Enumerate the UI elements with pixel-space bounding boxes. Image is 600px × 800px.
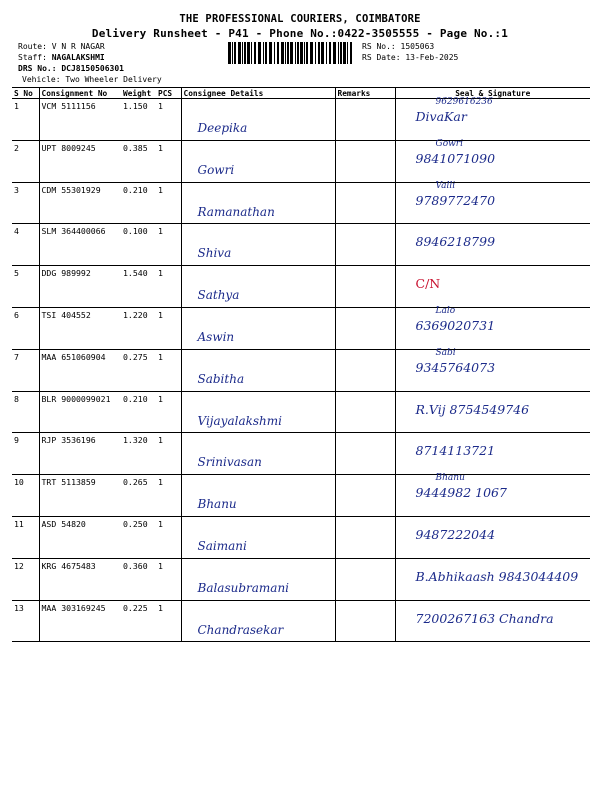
vehicle-label: Vehicle: Two Wheeler Delivery: [22, 75, 162, 84]
table-row: [12, 433, 590, 475]
cell-consignee: [181, 140, 335, 182]
cell-consignee: [181, 600, 335, 642]
handwritten-consignee: Sathya: [197, 288, 240, 303]
handwritten-signature-note: Sabi: [435, 347, 456, 358]
handwritten-consignee: Vijayalakshmi: [197, 413, 282, 428]
barcode-bar: [333, 42, 336, 64]
cell-sno: 4: [12, 224, 39, 266]
barcode-bar: [343, 42, 346, 64]
cell-consignment-no: BLR 9000099021: [39, 391, 121, 433]
cell-remarks: [335, 307, 395, 349]
staff-name: NAGALAKSHMI: [51, 53, 105, 62]
cell-remarks: [335, 600, 395, 642]
cell-consignee: [181, 99, 335, 141]
cell-consignee: [181, 433, 335, 475]
barcode-bar: [274, 42, 275, 64]
barcode-bar: [251, 42, 252, 64]
cell-sno: 7: [12, 349, 39, 391]
cell-weight: 0.210: [121, 182, 156, 224]
cell-weight: 0.250: [121, 516, 156, 558]
cell-signature: [395, 224, 590, 266]
barcode-bar: [318, 42, 320, 64]
staff-label: Staff:: [18, 53, 52, 62]
cell-consignment-no: KRG 4675483: [39, 558, 121, 600]
barcode-bar: [326, 42, 327, 64]
cell-sno: 9: [12, 433, 39, 475]
barcode-bar: [269, 42, 272, 64]
cell-sno: 5: [12, 266, 39, 308]
rs-number: RS No.: 1505063: [362, 42, 435, 51]
table-row: [12, 266, 590, 308]
barcode-bar: [242, 42, 243, 64]
staff-row: [18, 53, 105, 62]
cell-pcs: 1: [156, 558, 181, 600]
barcode-bar: [350, 42, 352, 64]
barcode-bar: [244, 42, 246, 64]
table-header-row: [12, 88, 590, 99]
cell-weight: 0.360: [121, 558, 156, 600]
cell-remarks: [335, 182, 395, 224]
handwritten-signature-note: Lalo: [435, 305, 456, 316]
col-header-consignee: Consignee Details: [181, 88, 335, 99]
table-row: [12, 307, 590, 349]
cell-consignee: [181, 516, 335, 558]
rs-date: RS Date: 13-Feb-2025: [362, 53, 459, 62]
col-header-weight: Weight: [121, 88, 156, 99]
handwritten-consignee: Ramanathan: [197, 204, 275, 219]
barcode-bar: [238, 42, 241, 64]
cell-sno: 3: [12, 182, 39, 224]
barcode-bar: [297, 42, 299, 64]
barcode-bar: [347, 42, 348, 64]
handwritten-consignee: Chandrasekar: [197, 622, 284, 637]
handwritten-signature: 7200267163 Chandra: [415, 610, 554, 626]
cell-pcs: 1: [156, 349, 181, 391]
cell-remarks: [335, 558, 395, 600]
cell-pcs: 1: [156, 140, 181, 182]
cell-pcs: 1: [156, 224, 181, 266]
cell-sno: 13: [12, 600, 39, 642]
handwritten-signature: 9345764073: [415, 359, 496, 375]
drs-number: DRS No.: DCJ8150506301: [18, 64, 124, 73]
col-header-sno: S No: [12, 88, 39, 99]
handwritten-signature-note: Bhanu: [435, 473, 465, 484]
barcode-bar: [277, 42, 279, 64]
cell-signature: [395, 475, 590, 517]
cell-consignment-no: SLM 364400066: [39, 224, 121, 266]
handwritten-consignee: Srinivasan: [197, 455, 262, 470]
barcode-bar: [247, 42, 250, 64]
cell-pcs: 1: [156, 433, 181, 475]
barcode-bar: [263, 42, 264, 64]
cell-consignee: [181, 475, 335, 517]
cell-sno: 11: [12, 516, 39, 558]
cell-pcs: 1: [156, 307, 181, 349]
runsheet-table: [12, 87, 590, 642]
cell-consignment-no: ASD 54820: [39, 516, 121, 558]
handwritten-consignee: Balasubramani: [197, 580, 290, 595]
cell-pcs: 1: [156, 99, 181, 141]
barcode-bar: [295, 42, 296, 64]
cell-sno: 12: [12, 558, 39, 600]
handwritten-consignee: Sabitha: [197, 371, 245, 386]
table-row: [12, 182, 590, 224]
col-header-pcs: PCS: [156, 88, 181, 99]
table-row: [12, 391, 590, 433]
cell-remarks: [335, 516, 395, 558]
cell-weight: 1.540: [121, 266, 156, 308]
cell-pcs: 1: [156, 475, 181, 517]
cell-sno: 6: [12, 307, 39, 349]
cell-weight: 0.265: [121, 475, 156, 517]
col-header-consignment: Consignment No: [39, 88, 121, 99]
cell-remarks: [335, 433, 395, 475]
cell-sno: 10: [12, 475, 39, 517]
handwritten-signature: C/N: [415, 276, 441, 292]
handwritten-signature: DivaKar: [415, 109, 467, 124]
barcode-bar: [228, 42, 231, 64]
handwritten-consignee: Shiva: [197, 246, 232, 261]
table-row: [12, 140, 590, 182]
cell-consignee: [181, 224, 335, 266]
handwritten-signature: 9487222044: [415, 526, 496, 542]
cell-consignee: [181, 349, 335, 391]
handwritten-consignee: Aswin: [197, 329, 235, 344]
cell-weight: 1.220: [121, 307, 156, 349]
handwritten-signature: 9841071090: [415, 150, 496, 166]
cell-consignment-no: MAA 651060904: [39, 349, 121, 391]
cell-signature: [395, 391, 590, 433]
cell-remarks: [335, 349, 395, 391]
col-header-remarks: Remarks: [335, 88, 395, 99]
cell-consignee: [181, 307, 335, 349]
handwritten-signature: 9444982 1067: [415, 485, 507, 501]
handwritten-signature-note: Valli: [435, 180, 456, 191]
table-row: [12, 516, 590, 558]
barcode-bar: [315, 42, 316, 64]
handwritten-signature: 9789772470: [415, 192, 496, 208]
cell-sno: 8: [12, 391, 39, 433]
handwritten-consignee: Bhanu: [197, 497, 237, 512]
barcode-bar: [306, 42, 308, 64]
cell-signature: [395, 600, 590, 642]
cell-signature: [395, 433, 590, 475]
cell-consignee: [181, 182, 335, 224]
handwritten-signature: 6369020731: [415, 317, 496, 333]
handwritten-consignee: Saimani: [197, 538, 247, 553]
cell-remarks: [335, 99, 395, 141]
handwritten-consignee: Deepika: [197, 121, 248, 135]
handwritten-signature: 8946218799: [415, 234, 496, 250]
barcode-bar: [290, 42, 293, 64]
cell-pcs: 1: [156, 266, 181, 308]
cell-pcs: 1: [156, 391, 181, 433]
barcode-bar: [258, 42, 261, 64]
cell-signature: [395, 266, 590, 308]
cell-weight: 0.210: [121, 391, 156, 433]
cell-remarks: [335, 475, 395, 517]
cell-consignment-no: DDG 989992: [39, 266, 121, 308]
cell-consignment-no: RJP 3536196: [39, 433, 121, 475]
cell-weight: 0.385: [121, 140, 156, 182]
handwritten-signature: B.Abhikaash 9843044409: [415, 568, 579, 584]
barcode-bar: [304, 42, 305, 64]
company-title: THE PROFESSIONAL COURIERS, COIMBATORE: [179, 13, 421, 25]
cell-remarks: [335, 140, 395, 182]
cell-pcs: 1: [156, 600, 181, 642]
barcode-bar: [285, 42, 286, 64]
handwritten-signature: R.Vij 8754549746: [415, 401, 530, 417]
cell-consignment-no: TSI 404552: [39, 307, 121, 349]
cell-pcs: 1: [156, 516, 181, 558]
barcode-bar: [310, 42, 313, 64]
handwritten-signature-note: 9629616236: [435, 97, 493, 107]
cell-signature: [395, 140, 590, 182]
barcode-icon: [228, 42, 353, 64]
barcode-bar: [340, 42, 342, 64]
barcode-bar: [287, 42, 289, 64]
barcode-bar: [338, 42, 339, 64]
cell-signature: [395, 516, 590, 558]
table-row: [12, 349, 590, 391]
cell-consignee: [181, 391, 335, 433]
cell-signature: [395, 99, 590, 141]
barcode-bar: [281, 42, 284, 64]
cell-weight: 1.150: [121, 99, 156, 141]
barcode-bar: [254, 42, 256, 64]
cell-remarks: [335, 224, 395, 266]
barcode-bar: [329, 42, 331, 64]
cell-remarks: [335, 391, 395, 433]
table-row: [12, 475, 590, 517]
runsheet-subtitle: Delivery Runsheet - P41 - Phone No.:0422-3505555 - Page No.:1: [91, 27, 509, 40]
cell-consignee: [181, 266, 335, 308]
cell-weight: 0.100: [121, 224, 156, 266]
cell-pcs: 1: [156, 182, 181, 224]
cell-signature: [395, 349, 590, 391]
cell-consignment-no: CDM 55301929: [39, 182, 121, 224]
cell-weight: 0.225: [121, 600, 156, 642]
handwritten-signature-note: Gowri: [435, 138, 463, 149]
table-row: [12, 558, 590, 600]
cell-consignment-no: UPT 8009245: [39, 140, 121, 182]
handwritten-signature: 8714113721: [415, 443, 496, 459]
cell-sno: 2: [12, 140, 39, 182]
table-row: [12, 224, 590, 266]
barcode-bar: [321, 42, 324, 64]
cell-consignee: [181, 558, 335, 600]
cell-signature: [395, 182, 590, 224]
handwritten-consignee: Gowri: [197, 162, 235, 177]
table-row: [12, 600, 590, 642]
cell-signature: [395, 307, 590, 349]
col-header-signature: Seal & Signature: [395, 88, 590, 99]
cell-remarks: [335, 266, 395, 308]
cell-signature: [395, 558, 590, 600]
route-label: Route: V N R NAGAR: [18, 42, 105, 51]
cell-weight: 0.275: [121, 349, 156, 391]
cell-consignment-no: TRT 5113859: [39, 475, 121, 517]
table-row: [12, 99, 590, 141]
cell-consignment-no: VCM 5111156: [39, 99, 121, 141]
cell-weight: 1.320: [121, 433, 156, 475]
barcode-bar: [300, 42, 303, 64]
barcode-bar: [265, 42, 267, 64]
cell-consignment-no: MAA 303169245: [39, 600, 121, 642]
barcode-bar: [232, 42, 233, 64]
barcode-bar: [234, 42, 236, 64]
cell-sno: 1: [12, 99, 39, 141]
